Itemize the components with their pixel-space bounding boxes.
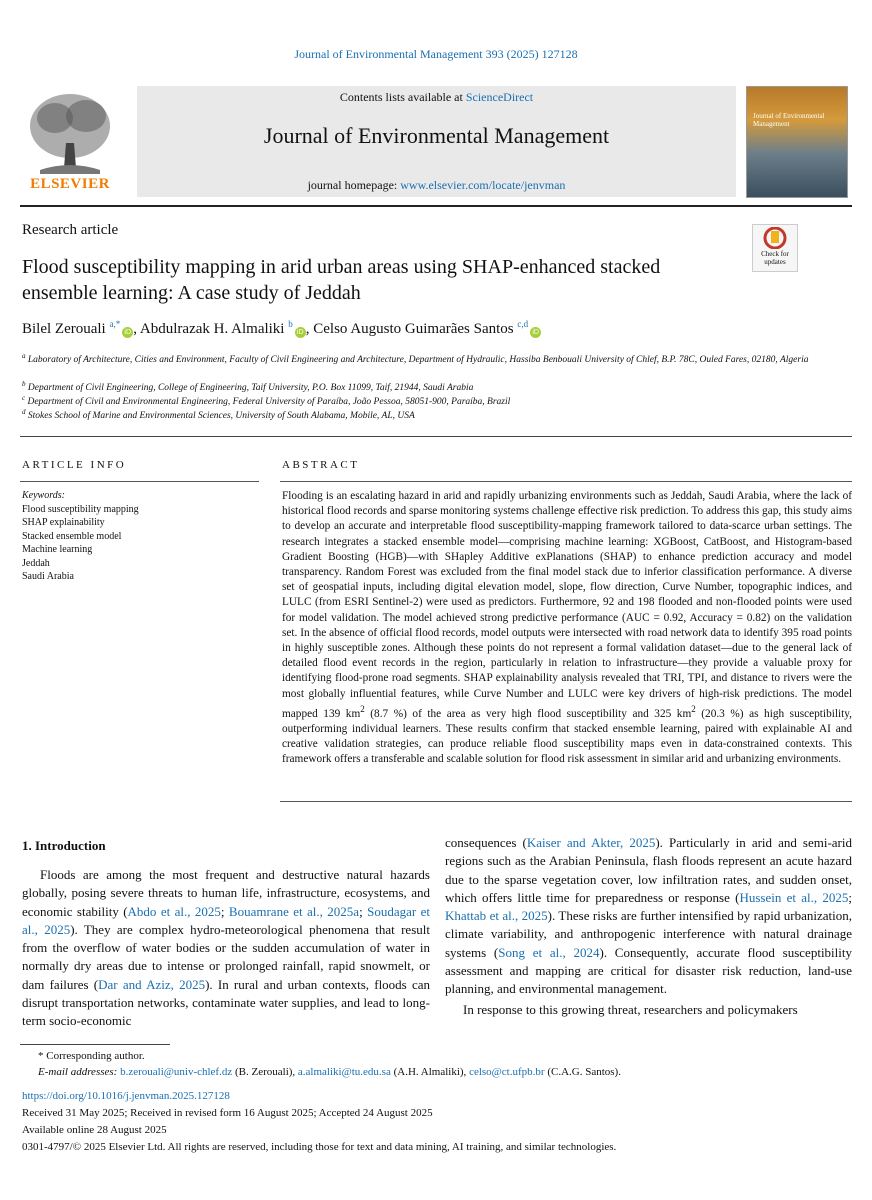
- body-text: ). They are complex hydro-meteorological phenomena that result from the overflow of water bodies or the sudden accumulation of water in normally dry areas due to intense or prolonged rainfall, rapid snowmelt, or dam failures (: [22, 921, 430, 992]
- keyword: Flood susceptibility mapping: [22, 503, 139, 515]
- email-addresses: [38, 1066, 621, 1078]
- homepage-prefix: journal homepage:: [307, 178, 401, 192]
- orcid-icon[interactable]: iD: [295, 327, 306, 338]
- keywords-block: [22, 489, 257, 584]
- author-sup[interactable]: c,d: [517, 319, 529, 329]
- citation-link[interactable]: Kaiser and Akter, 2025: [526, 835, 656, 850]
- body-text: ). Consequently, accurate flood susceptibility assessment and mapping are critical for disaster risk reduction, land-use planning, and environmental management.: [445, 944, 853, 997]
- email-label: E-mail addresses:: [38, 1066, 121, 1078]
- keyword: Machine learning: [22, 544, 93, 555]
- email-owner: (B. Zerouali),: [232, 1066, 298, 1078]
- contents-prefix: Contents lists available at: [339, 90, 466, 104]
- footnote-divider: [20, 1044, 170, 1045]
- abstract-text: [282, 489, 852, 767]
- homepage-line: [137, 178, 736, 193]
- citation-link[interactable]: Soudagar et al., 2025: [22, 903, 430, 937]
- keyword: Saudi Arabia: [22, 571, 74, 582]
- orcid-icon[interactable]: iD: [530, 327, 541, 338]
- author-list: Bilel Zerouali $^{a,*}$iD , Abdulrazak H. Almaliki $^b$iD , Celso Augusto Guimarães Santos $^{c,d}$iD: [22, 319, 541, 338]
- elsevier-wordmark: ELSEVIER: [30, 176, 110, 192]
- body-text: ;: [220, 903, 229, 919]
- article-type: Research article: [22, 222, 119, 238]
- paragraph: [445, 834, 852, 999]
- abstract-divider: [280, 481, 852, 482]
- article-info-heading: ARTICLE INFO: [22, 459, 127, 471]
- orcid-icon[interactable]: iD: [122, 327, 133, 338]
- article-title: Flood susceptibility mapping in arid urban areas using SHAP-enhanced stacked ensemble learning: A case study of Jeddah: [22, 256, 661, 304]
- citation-link[interactable]: Dar and Aziz, 2025: [98, 976, 206, 992]
- author-name[interactable]: Bilel Zerouali: [22, 321, 106, 337]
- author-name[interactable]: Celso Augusto Guimarães Santos: [313, 321, 514, 337]
- received-dates: Received 31 May 2025; Received in revised form 16 August 2025; Accepted 24 August 2025: [22, 1107, 433, 1119]
- keyword: SHAP explainability: [22, 517, 105, 528]
- bookmark-icon: [762, 227, 788, 249]
- email-link[interactable]: b.zerouali@univ-chlef.dz: [120, 1066, 233, 1078]
- body-text: Floods are among the most frequent and destructive natural hazards globally, posing severe threats to human life, infrastructure, ecosystems, and economic stability (: [22, 867, 430, 919]
- affiliation: [22, 406, 852, 422]
- check-for-updates-label: Check for updates: [761, 250, 789, 266]
- affiliation-text: Department of Civil and Environmental Engineering, Federal University of Paraíba, João Pessoa, 58051-900, Paraíba, Brazil: [27, 397, 511, 408]
- citation-link[interactable]: Bouamrane et al., 2025a: [228, 903, 360, 919]
- author-name[interactable]: Abdulrazak H. Almaliki: [139, 321, 285, 337]
- paragraph: In response to this growing threat, researchers and policymakers: [463, 1001, 798, 1017]
- abstract-part: (20.3 %) as high susceptibility, outperforming individual learners. These results confirm that stacked ensemble learning, paired with explainable AI and creative validation strategies, can produce reliable flood susceptibility maps even in data-constrained contexts. This framework offers a transferable and scalable solution for flood risk assessment in similar arid and urbanizing environments.: [282, 707, 853, 766]
- corresponding-author-note: * Corresponding author.: [38, 1050, 145, 1062]
- abstract-bottom-divider: [280, 801, 852, 802]
- homepage-link[interactable]: www.elsevier.com/locate/jenvman: [400, 178, 566, 192]
- journal-cover-thumbnail[interactable]: [746, 86, 848, 198]
- citation-link[interactable]: Khattab et al., 2025: [445, 908, 548, 924]
- available-online-date: Available online 28 August 2025: [22, 1124, 167, 1136]
- email-link[interactable]: celso@ct.ufpb.br: [469, 1066, 545, 1078]
- keyword: Jeddah: [22, 557, 50, 569]
- contents-line: [137, 90, 736, 105]
- copyright-notice: 0301-4797/© 2025 Elsevier Ltd. All rights are reserved, including those for text and data mining, AI training, and similar technologies.: [22, 1141, 617, 1153]
- affiliation: [22, 350, 852, 366]
- affiliation-sup: a: [22, 352, 26, 360]
- abstract-part: (8.7 %) of the area as very high flood susceptibility and 325 km: [364, 707, 692, 720]
- affiliation-text: Department of Civil Engineering, College of Engineering, Taif University, P.O. Box 11099, Taif, 21944, Saudi Arabia: [27, 383, 474, 394]
- doi-link[interactable]: https://doi.org/10.1016/j.jenvman.2025.127128: [22, 1090, 230, 1102]
- body-text: ). In rural and urban contexts, floods can disrupt transportation networks, contaminate water supplies, and lead to long-term socio-economic: [22, 976, 430, 1029]
- sciencedirect-link[interactable]: ScienceDirect: [465, 90, 534, 104]
- journal-title: Journal of Environmental Management: [263, 123, 610, 148]
- affiliation-sup: b: [22, 380, 26, 388]
- email-link[interactable]: a.almaliki@tu.edu.sa: [297, 1066, 391, 1078]
- affiliation-divider: [20, 436, 852, 437]
- author-sup[interactable]: b: [288, 319, 293, 329]
- email-owner: (C.A.G. Santos).: [544, 1066, 621, 1078]
- keywords-label: Keywords:: [22, 490, 65, 501]
- superscript: 2: [691, 703, 696, 714]
- citation-link[interactable]: Hussein et al., 2025: [739, 889, 849, 905]
- body-column-left: [22, 866, 430, 1031]
- email-owner: (A.H. Almaliki),: [390, 1066, 470, 1078]
- body-text: ;: [359, 903, 368, 919]
- header-divider: [20, 205, 852, 207]
- body-text: consequences (: [445, 835, 527, 850]
- info-divider: [20, 481, 259, 482]
- body-text: ). These risks are further intensified by rapid urbanization, climate variability, and anthropogenic interference with natural drainage systems (: [445, 908, 852, 960]
- cover-title-text: Journal of Environmental Management: [753, 112, 825, 128]
- section-heading-introduction: 1. Introduction: [22, 838, 106, 853]
- superscript: 2: [360, 703, 365, 714]
- affiliation-sup: d: [22, 408, 26, 416]
- citation-link[interactable]: Abdo et al., 2025: [127, 903, 221, 919]
- body-column-right: [445, 834, 852, 1019]
- author-sup[interactable]: a,*: [109, 319, 121, 329]
- body-text: ). Particularly in arid and semi-arid regions such as the Arabian Peninsula, flash floods represent an acute hazard due to the sparse vegetation cover, low infiltration rates, and sudden onset, which offers little time for preparedness or response (: [445, 835, 852, 905]
- citation-link[interactable]: Song et al., 2024: [498, 944, 600, 960]
- affiliation-text: Laboratory of Architecture, Cities and Environment, Faculty of Civil Engineering and Architecture, Department of Hydraulic, Hassiba Benbouali University of Chlef, B.P. 78C, Ouled Fares, 02180, Algeria: [27, 355, 809, 366]
- affiliation-sup: c: [22, 394, 26, 402]
- keyword: Stacked ensemble model: [22, 530, 122, 542]
- abstract-part: Flooding is an escalating hazard in arid and rapidly urbanizing environments such as Jeddah, Saudi Arabia, where the lack of historical flood records and sparse monitoring systems challenge effective risk prediction. To address this gap, this study aims to develop an accurate and interpretable flood susceptibility-mapping framework tailored to data-scarce urban settings. The research integrates a stacked ensemble model—comprising machine learning: XGBoost, CatBoost, and Histogram-based Gradient Boosting (HGB)—with SHapley Additive exPlanations (SHAP) to enhance prediction accuracy and model transparency. Random Forest was excluded from the final model stack due to inferior classification performance. A diverse set of geospatial inputs, including digital elevation model, slope, flow direction, Curve Number, topographic indices, and LULC (from ESRI Sentinel-2) were used as predictors. Furthermore, 92 and 198 flooded and non-flooded points were used for model validation. The model achieved strong predictive performance (AUC = 0.92, Accuracy = 0.82) on the validation set. In the absence of official flood records, model outputs were intersected with road network data to identify 395 road points in highly susceptible zones. Although these points do not represent a formal validation dataset—due to the general lack of detailed flood event records in the region, particularly in relation to infrastructure—they provide a valuable proxy for identifying flood-prone road segments. SHAP explainability analysis revealed that TRI, TPI, and distance to rivers were the most globally influential features, while Curve Number and LULC were key drivers of high-risk predictions. The model mapped 139 km: [282, 490, 852, 720]
- abstract-heading: ABSTRACT: [282, 459, 360, 471]
- journal-reference-link[interactable]: Journal of Environmental Management 393 (2025) 127128: [294, 47, 578, 61]
- body-text: ;: [848, 889, 852, 905]
- affiliation-text: Stokes School of Marine and Environmental Sciences, University of South Alabama, Mobile, AL, USA: [27, 411, 415, 422]
